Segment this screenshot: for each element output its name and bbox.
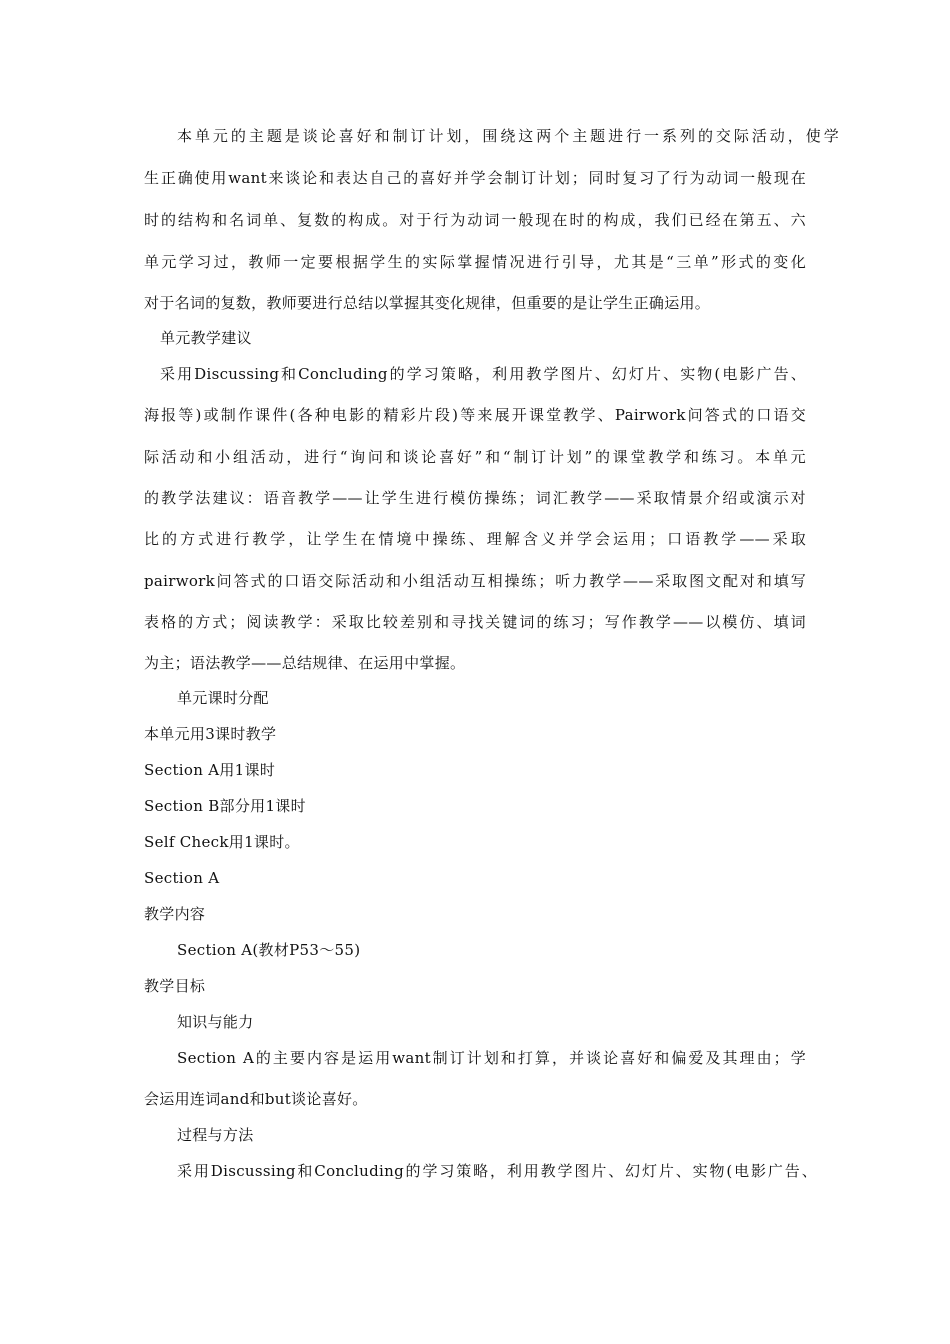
unit-theme-line-1: 本单元的主题是谈论喜好和制订计划，围绕这两个主题进行一系列的交际活动，使学 [177,127,839,145]
heading-teaching-content: 教学内容 [144,905,206,923]
unit-theme-line-4: 单元学习过，教师一定要根据学生的实际掌握情况进行引导，尤其是“三单”形式的变化 [144,253,806,271]
knowledge-line-1: Section A的主要内容是运用want制订计划和打算，并谈论喜好和偏爱及其理由；学 [177,1049,806,1067]
heading-process-method: 过程与方法 [177,1126,254,1144]
content-section-line: Section A(教材P53～55) [177,941,361,959]
suggestions-line-7: 表格的方式；阅读教学：采取比较差别和寻找关键词的练习；写作教学——以模仿、填词 [144,613,806,631]
period-line-2: Section A用1课时 [144,761,276,779]
process-line-1: 采用Discussing和Concluding的学习策略，利用教学图片、幻灯片、实物(电影广告、 [177,1162,817,1180]
suggestions-line-3: 际活动和小组活动，进行“询问和谈论喜好”和“制订计划”的课堂教学和练习。本单元 [144,448,806,466]
suggestions-line-8: 为主；语法教学——总结规律、在运用中掌握。 [144,654,466,672]
suggestions-line-2: 海报等)或制作课件(各种电影的精彩片段)等来展开课堂教学、Pairwork问答式的口语交 [144,406,806,424]
suggestions-line-5: 比的方式进行教学，让学生在情境中操练、理解含义并学会运用；口语教学——采取 [144,530,806,548]
heading-period-allocation: 单元课时分配 [177,689,269,707]
unit-theme-line-5: 对于名词的复数，教师要进行总结以掌握其变化规律，但重要的是让学生正确运用。 [144,294,711,312]
heading-teaching-suggestions: 单元教学建议 [160,329,252,347]
suggestions-line-6: pairwork问答式的口语交际活动和小组活动互相操练；听力教学——采取图文配对和填写 [144,572,806,590]
heading-knowledge-ability: 知识与能力 [177,1013,254,1031]
unit-theme-line-3: 时的结构和名词单、复数的构成。对于行为动词一般现在时的构成，我们已经在第五、六 [144,211,806,229]
heading-teaching-goals: 教学目标 [144,977,206,995]
period-line-3: Section B部分用1课时 [144,797,306,815]
period-line-4: Self Check用1课时。 [144,833,300,851]
unit-theme-line-2: 生正确使用want来谈论和表达自己的喜好并学会制订计划；同时复习了行为动词一般现在 [144,169,806,187]
knowledge-line-2: 会运用连词and和but谈论喜好。 [144,1090,368,1108]
suggestions-line-1: 采用Discussing和Concluding的学习策略，利用教学图片、幻灯片、实物(电影广告、 [160,365,806,383]
period-line-5: Section A [144,869,220,887]
period-line-1: 本单元用3课时教学 [144,725,277,743]
suggestions-line-4: 的教学法建议：语音教学——让学生进行模仿操练；词汇教学——采取情景介绍或演示对 [144,489,806,507]
